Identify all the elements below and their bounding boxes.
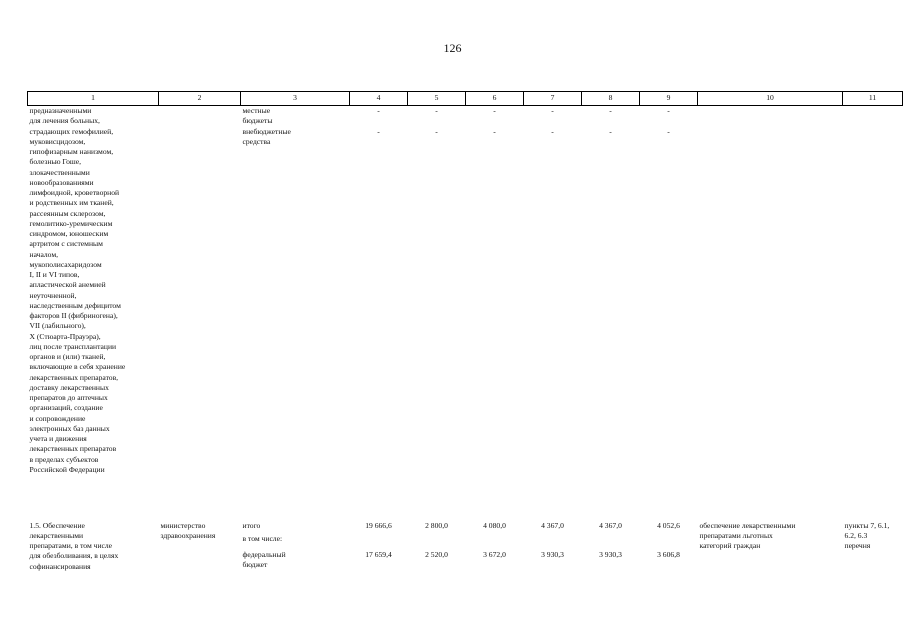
value-cell: 19 666,6 xyxy=(365,520,392,530)
col-header-2: 2 xyxy=(159,92,241,106)
value-cell: 2 800,0 xyxy=(425,520,448,530)
value-cell: 3 930,3 xyxy=(599,549,622,559)
col-header-11: 11 xyxy=(843,92,903,106)
table-row xyxy=(28,127,903,505)
value-cell: 3 606,8 xyxy=(657,549,680,559)
col-header-8: 8 xyxy=(582,92,640,106)
value-cell: 4 052,6 xyxy=(657,520,680,530)
reference-cell xyxy=(843,106,903,127)
col-header-1: 1 xyxy=(28,92,159,106)
value-cell: - xyxy=(435,106,438,115)
value-cell: 4 367,0 xyxy=(599,520,622,530)
program-table xyxy=(27,91,903,572)
value-cell: 2 520,0 xyxy=(425,549,448,559)
measure-description: 1.5. Обеспечение лекарственными препаратами, в том числе для обезболивания, в целях софинансирования xyxy=(29,520,119,571)
value-cell: 3 672,0 xyxy=(483,549,506,559)
col-header-3: 3 xyxy=(241,92,350,106)
including-label: в том числе: xyxy=(242,534,283,544)
value-cell: - xyxy=(493,126,496,136)
fund-source-federal: федеральный бюджет xyxy=(242,549,286,569)
column-number-row xyxy=(28,92,903,106)
table-row xyxy=(28,106,903,127)
value-cell: - xyxy=(493,106,496,115)
col-header-5: 5 xyxy=(408,92,466,106)
responsible-cell xyxy=(159,106,241,127)
value-cell: - xyxy=(667,126,670,136)
fund-source-offbudget: внебюджетные средства xyxy=(242,126,291,146)
value-cell: 4 367,0 xyxy=(541,520,564,530)
value-cell: 4 080,0 xyxy=(483,520,506,530)
col-header-10: 10 xyxy=(698,92,843,106)
responsible-cell: министерство здравоохранения xyxy=(160,520,216,540)
value-cell: 17 659,4 xyxy=(365,549,392,559)
table-row xyxy=(28,521,903,532)
result-cell xyxy=(698,106,843,127)
measure-description: предназначенными для лечения больных, страдающих гемофилией, муковисцидозом, гипофизарным нанизмом, болезнью Гоше, злокачественными новообразованиями лимфоидной, кроветворной и родственных им тканей, рассеянным склерозом, гемолитико-уремическим синдромом, юношеским артритом с системным началом, мукополисахаридозом I, II и VI типов, апластической анемией неуточненной, наследственным дефицитом факторов II (фибриногена), VII (лабильного), X (Стюарта-Прауэра), лиц после трансплантации органов и (или) тканей, включающие в себя хранение лекарственных препаратов, доставку лекарственных препаратов до аптечных организаций, создание и сопровождение электронных баз данных учета и движения лекарственных препаратов в пределах субъектов Российской Федерации xyxy=(29,106,126,474)
value-cell: - xyxy=(377,106,380,115)
page-number: 126 xyxy=(443,41,462,55)
col-header-9: 9 xyxy=(640,92,698,106)
value-cell: - xyxy=(551,106,554,115)
col-header-4: 4 xyxy=(350,92,408,106)
fund-source-local: местные бюджеты xyxy=(242,106,273,126)
col-header-7: 7 xyxy=(524,92,582,106)
value-cell: - xyxy=(551,126,554,136)
result-cell: обеспечение лекарственными препаратами льготных категорий граждан xyxy=(699,520,796,550)
value-cell: - xyxy=(377,126,380,136)
value-cell: - xyxy=(609,106,612,115)
value-cell: 3 930,3 xyxy=(541,549,564,559)
reference-cell: пункты 7, 6.1, 6.2, 6.3 перечня xyxy=(844,520,890,550)
value-cell: - xyxy=(435,126,438,136)
fund-source-total: итого xyxy=(242,520,261,530)
value-cell: - xyxy=(667,106,670,115)
col-header-6: 6 xyxy=(466,92,524,106)
value-cell: - xyxy=(609,126,612,136)
